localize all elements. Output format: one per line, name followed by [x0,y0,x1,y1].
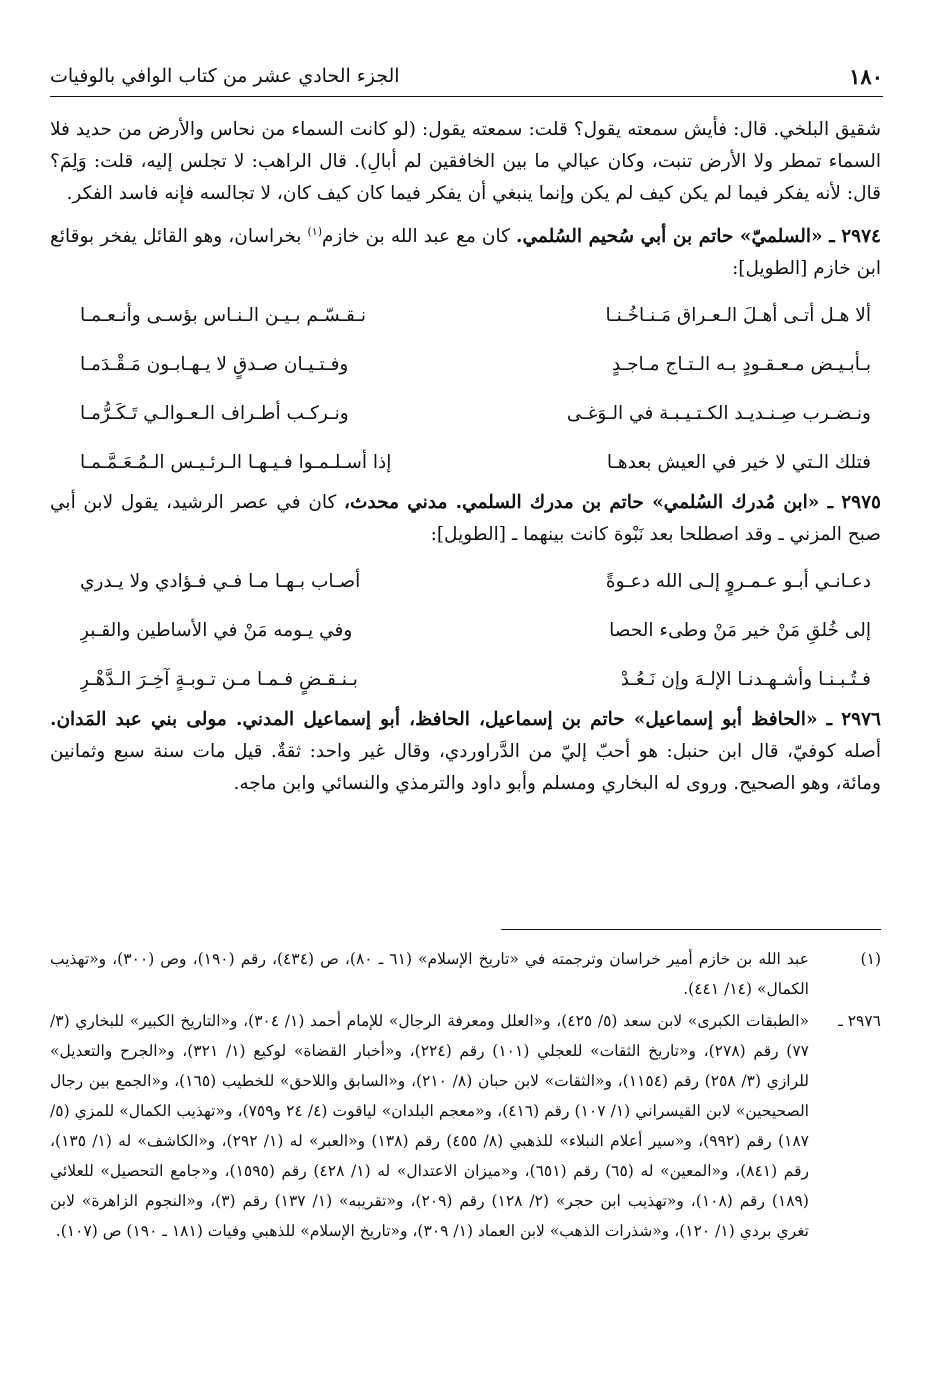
entry-2974-text-a: كان مع عبد الله بن خازم [322,226,517,248]
hemistich-first: ونـضـرب صِـنـديـد الكـتـيـبـة في الـوَغـى [566,402,871,424]
footnote-label: (١) [860,950,881,968]
entry-2975-text: كان في عصر الرشيد، يقول لابن أبي صبح المزني ـ وقد اصطلحا بعد نَبْوة كانت بينهما ـ [الطويل]: [50,492,881,546]
verse-line [50,340,881,389]
footnote-separator [501,929,881,930]
hemistich-first: فتلك الـتي لا خير في العيش بعدهـا [606,451,871,473]
page-number: ١٨٠ [849,63,883,89]
footnote [50,944,881,1004]
verse-line [50,655,881,704]
entry-2974 [50,216,881,285]
verse-line [50,606,881,655]
entry-2976-text: أصله كوفيّ، قال ابن حنبل: هو أحبّ إليّ من الدَّراوردي، وقال غير واحد: ثقةٌ. قيل مات سنة سبع وثمانين ومائة، وهو الصحيح. وروى له البخاري ومسلم وأبو داود والترمذي والنسائي وابن ماجه. [50,741,881,795]
verse-line [50,291,881,340]
hemistich-second: وفـتـيـان صـدقٍ لا يـهـابـون مَـقْـدَمـا [80,353,349,375]
hemistich-second: نـقـسّـم بـيـن الـنـاس بؤسـى وأنـعـمـا [80,304,366,326]
footnote-label: ٢٩٧٦ ـ [838,1012,881,1030]
entry-2976 [50,704,881,800]
hemistich-first: ألا هـل أتـى أهـلَ الـعـراق مَـنـاخُـنـا [605,304,871,326]
footnote [50,1006,881,1246]
hemistich-second: ونـركـب أطـراف الـعـوالـي تَـكَـرُّمـا [80,402,349,424]
footnotes [50,944,881,1248]
hemistich-first: بـأبـيـض مـعـقـودٍ بـه الـتـاج مـاجـدٍ [611,353,871,375]
entry-2974-text-b: بخراسان، وهو القائل يفخر بوقائع ابن خازم [الطويل]: [50,226,881,280]
poem-2974 [50,291,881,487]
hemistich-first: إلى خُلقِ مَنْ خير مَنْ وطىء الحصا [609,619,871,641]
hemistich-first: فـتُـبـنـا وأشـهـدنـا الإلـهَ وإن نَـعُـدْ [620,668,871,690]
hemistich-second: أصـاب بـهـا مـا فـي فـؤادي ولا يـدري [80,570,361,592]
entry-2975 [50,487,881,551]
footnote-ref: (١) [307,225,322,238]
hemistich-second: إذا أسـلـمـوا فـيـهـا الـرئـيـس الـمُـعَـمَّـمـا [80,451,392,473]
entry-2976-head: ٢٩٧٦ ـ «الحافظ أبو إسماعيل» حاتم بن إسماعيل، الحافظ، أبو إسماعيل المدني. مولى بني عبد المَدان. [50,709,881,731]
verse-line [50,438,881,487]
verse-line [50,389,881,438]
entry-2975-head: ٢٩٧٥ ـ «ابن مُدرك السُلمي» حاتم بن مدرك السلمي. مدني محدث، [344,492,881,514]
running-title: الجزء الحادي عشر من كتاب الوافي بالوفيات [50,65,400,87]
entry-2974-head: ٢٩٧٤ ـ «السلميّ» حاتم بن أبي سُحيم السُلمي. [516,226,881,248]
main-text [50,114,881,806]
hemistich-first: دعـانـي أبـو عـمـروٍ إلـى الله دعـوةً [605,570,871,592]
footnote-text: «الطبقات الكبرى» لابن سعد (٥/ ٤٢٥)، و«العلل ومعرفة الرجال» للإمام أحمد (١/ ٣٠٤)، و«التاريخ الكبير» للبخاري (٣/ ٧٧) رقم (٢٧٨)، و«تاريخ الثقات» للعجلي (١٠١) رقم (٢٢٤)، و«أخبار القضاة» لوكيع (١/ ٣٢١)، و«الجرح والتعديل» للرازي (٣/ ٢٥٨) رقم (١١٥٤)، و«الثقات» لابن حبان (٨/ ٢١٠)، و«السابق واللاحق» للخطيب (١٦٥)، و«الجمع بين رجال الصحيحين» لابن القيسراني (١/ ١٠٧) رقم (٤١٦)، و«معجم البلدان» لياقوت (٤/ ٢٤ و٧٥٩)، و«تهذيب الكمال» للمزي (٥/ ١٨٧) رقم (٩٩٢)، و«سير أعلام النبلاء» للذهبي (٨/ ٤٥٥) رقم (١٣٨) و«العبر» له (١/ ٢٩٢)، و«الكاشف» له (١/ ١٣٥)، رقم (٨٤١)، و«المعين» له (٦٥) رقم (٦٥١)، و«ميزان الاعتدال» له (١/ ٤٢٨) رقم (١٥٩٥)، و«جامع التحصيل» للعلائي (١٨٩) رقم (١٠٨)، و«تهذيب ابن حجر» (٢/ ١٢٨) رقم (٢٠٩)، و«تقريبه» (١/ ١٣٧) رقم (٣)، و«النجوم الزاهرة» لابن تغري بردي (١/ ١٢٠)، و«شذرات الذهب» لابن العماد (١/ ٣٠٩)، و«تاريخ الإسلام» للذهبي وفيات (١٨١ ـ ١٩٠) ص (١٠٧). [50,1012,810,1240]
verse-line [50,557,881,606]
intro-paragraph: شقيق البلخي. قال: فأيش سمعته يقول؟ قلت: سمعته يقول: (لو كانت السماء من نحاس والأرض من حديد فلا السماء تمطر ولا الأرض تنبت، وكان عيالي ما بين الخافقين لم أبالِ). قال الراهب: لا تجلس إليه، قلت: وَلِمَ؟ قال: لأنه يفكر فيما لم يكن كيف لم يكن وإنما ينبغي أن يفكر فيما كان كيف كان، لا تجالسه فإنه فاسد الفكر. [50,119,881,204]
hemistich-second: بـنـقـضٍ فـمـا مـن تـوبـةٍ آخِـرَ الـدَّهْـرِ [80,668,358,690]
poem-2975 [50,557,881,704]
page-header [50,56,883,97]
footnote-text: عبد الله بن خازم أمير خراسان وترجمته في «تاريخ الإسلام» (٦١ ـ ٨٠)، ص (٤٣٤)، رقم (١٩٠)، وص (٣٠٠)، و«تهذيب الكمال» (١٤/ ٤٤١). [50,950,809,998]
hemistich-second: وفي يـومه مَنْ في الأساطين والقـبرِ [80,619,353,641]
